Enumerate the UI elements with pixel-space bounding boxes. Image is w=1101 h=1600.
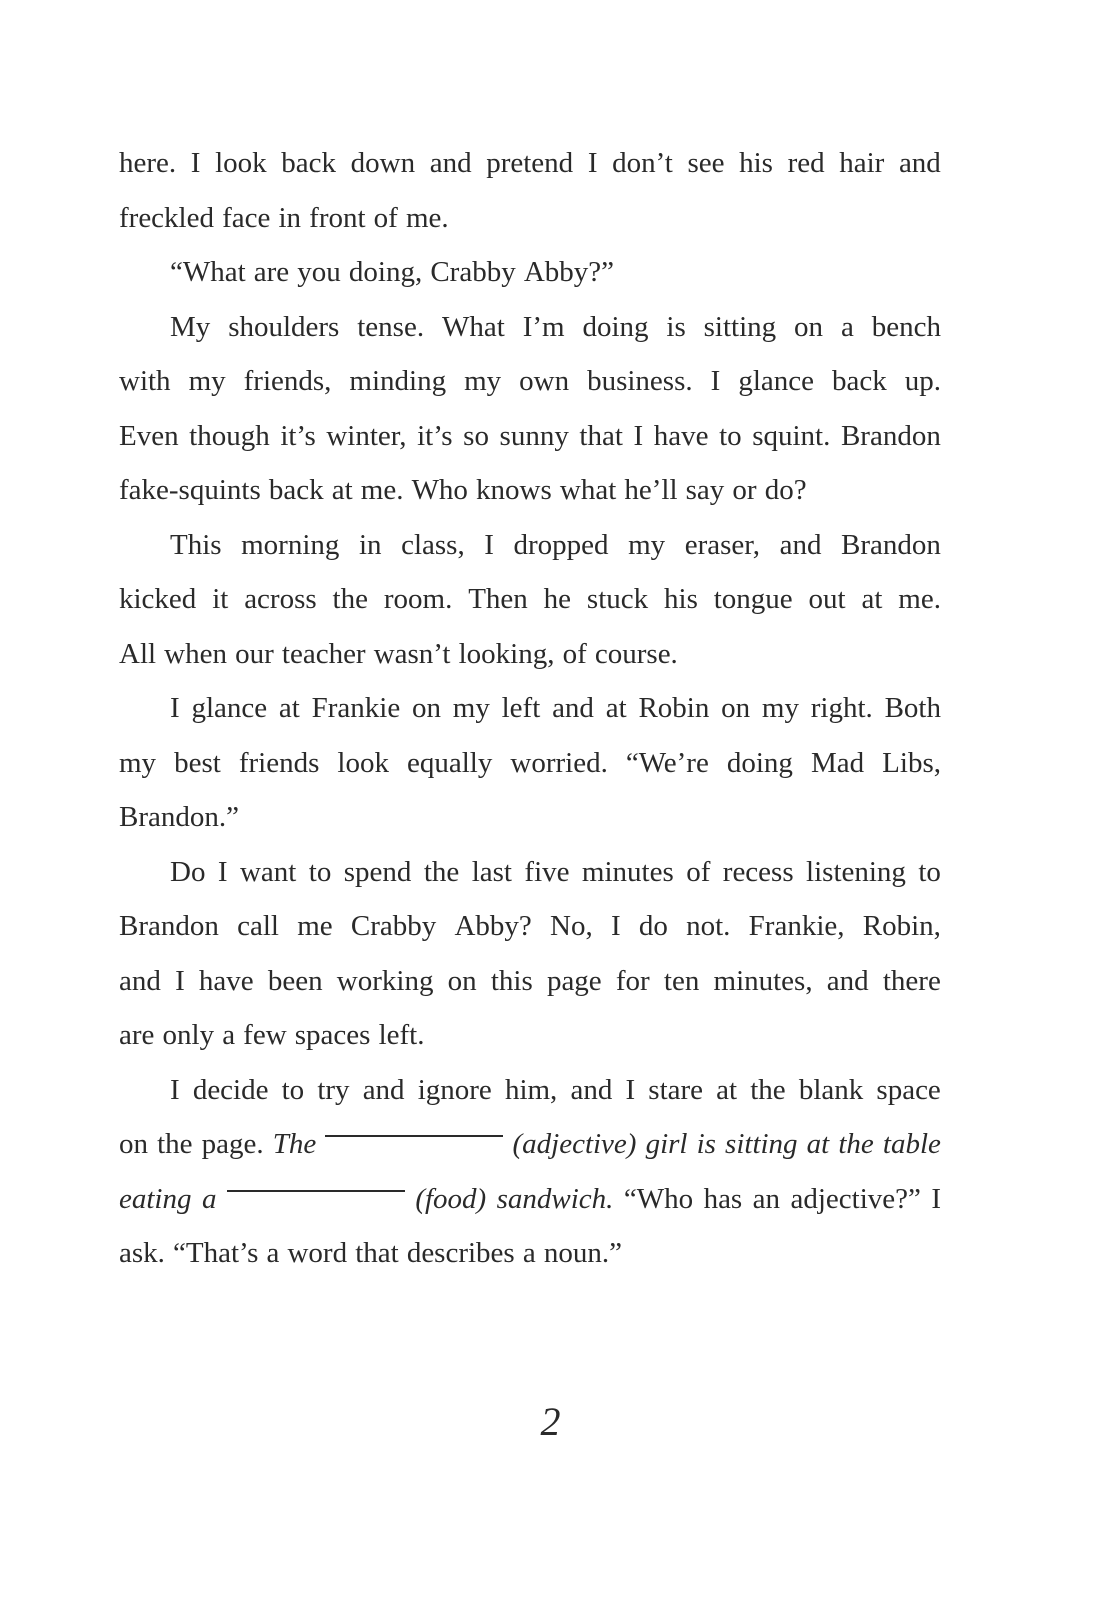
word: adjective?” xyxy=(790,1182,921,1215)
word: here. xyxy=(119,147,177,179)
word: sitting xyxy=(703,310,777,343)
word: stuck xyxy=(586,583,649,615)
text-line xyxy=(119,409,941,464)
word: to xyxy=(281,1073,305,1106)
word: is xyxy=(666,310,686,343)
word: of xyxy=(373,201,398,234)
word: sunny xyxy=(499,419,569,452)
text-line xyxy=(119,518,941,573)
word: Frankie xyxy=(311,692,401,724)
word: (adjective) xyxy=(512,1128,637,1160)
word: I xyxy=(170,692,180,724)
text-line xyxy=(119,627,941,682)
word: not. xyxy=(686,910,731,942)
text-line xyxy=(119,954,941,1009)
text-line xyxy=(119,572,941,627)
word: squint. xyxy=(752,419,831,452)
text-line xyxy=(119,300,941,355)
word: I xyxy=(710,365,721,397)
word: “What xyxy=(170,256,246,288)
word: Both xyxy=(884,692,941,724)
word: I’m xyxy=(522,310,565,343)
text-line xyxy=(119,845,941,900)
word: Crabby xyxy=(350,910,437,942)
word: a xyxy=(522,1237,536,1269)
word: eating xyxy=(119,1182,192,1215)
word: the xyxy=(838,1128,874,1160)
word: has xyxy=(703,1182,743,1215)
word: me. xyxy=(360,474,404,506)
word: out xyxy=(808,583,846,615)
word: business. xyxy=(587,365,693,397)
text-line xyxy=(119,191,941,246)
word: what xyxy=(559,474,617,506)
word: look xyxy=(215,147,267,179)
word: Brandon.” xyxy=(119,801,239,833)
word: to xyxy=(918,855,941,888)
word: worried. xyxy=(510,746,608,779)
word: back xyxy=(281,147,337,179)
word: class, xyxy=(401,528,465,561)
word: (food) xyxy=(415,1182,487,1215)
word: recess xyxy=(722,855,794,888)
word: glance xyxy=(738,365,814,397)
word: space xyxy=(876,1073,941,1106)
word: My xyxy=(170,310,211,343)
word: are xyxy=(253,256,290,288)
word: left. xyxy=(378,1019,425,1051)
word: across xyxy=(244,583,317,615)
word: do? xyxy=(764,474,807,506)
word: our xyxy=(235,637,274,670)
word: on xyxy=(447,964,477,997)
word: I xyxy=(484,528,494,561)
word: when xyxy=(164,637,227,670)
word: though xyxy=(189,419,270,452)
word: Crabby xyxy=(430,256,516,288)
word: the xyxy=(423,855,460,888)
word: on xyxy=(794,310,824,343)
word: kicked xyxy=(119,583,197,615)
word: fake-squints xyxy=(119,474,261,506)
word: noun.” xyxy=(543,1237,622,1269)
word: Libs, xyxy=(882,746,941,779)
word: me xyxy=(297,910,333,942)
word: right. xyxy=(810,692,873,724)
word: up. xyxy=(904,365,941,397)
word: best xyxy=(174,746,221,779)
text-line xyxy=(119,736,941,791)
word: morning xyxy=(241,528,340,561)
text-line xyxy=(119,1117,941,1172)
word: looking, xyxy=(458,637,555,670)
word: Robin xyxy=(638,692,710,724)
word: I xyxy=(633,419,644,452)
word: and xyxy=(362,1073,405,1106)
word: Brandon xyxy=(841,528,941,561)
word: and xyxy=(826,964,869,997)
word: Mad xyxy=(810,746,865,779)
word: try xyxy=(317,1073,350,1106)
text-line xyxy=(119,354,941,409)
word: ten xyxy=(663,964,700,997)
word: “We’re xyxy=(625,746,709,779)
word: there xyxy=(882,964,941,997)
word: a xyxy=(840,310,854,343)
word: that xyxy=(579,419,623,452)
word: his xyxy=(739,147,773,179)
word: tongue xyxy=(713,583,793,615)
word: an xyxy=(752,1182,781,1215)
word: “Who xyxy=(623,1182,694,1215)
word: I xyxy=(587,147,598,179)
word: What xyxy=(441,310,505,343)
word: my xyxy=(464,365,502,397)
word: word xyxy=(287,1237,348,1269)
text-line xyxy=(119,899,941,954)
word: me. xyxy=(405,201,449,234)
word: my xyxy=(628,528,666,561)
mad-libs-blank xyxy=(227,1170,405,1192)
word: bench xyxy=(871,310,941,343)
word: doing xyxy=(726,746,793,779)
word: room. xyxy=(383,583,453,615)
word: I xyxy=(217,855,228,888)
word: my xyxy=(761,692,799,724)
word: it’s xyxy=(280,419,316,452)
word: this xyxy=(490,964,533,997)
word: tense. xyxy=(357,310,425,343)
word: Brandon xyxy=(840,419,941,452)
word: page. xyxy=(201,1128,264,1160)
word: spaces xyxy=(294,1019,371,1051)
word: friends xyxy=(238,746,320,779)
word: shoulders xyxy=(228,310,340,343)
word: in xyxy=(278,201,302,234)
word: face xyxy=(222,201,271,234)
word: The xyxy=(272,1128,317,1160)
word: a xyxy=(222,1019,236,1051)
word: glance xyxy=(191,692,268,724)
word: sitting xyxy=(725,1128,798,1160)
word: is xyxy=(696,1128,716,1160)
word: I xyxy=(190,147,201,179)
word: a xyxy=(201,1182,217,1215)
word: you xyxy=(297,256,341,288)
word: I xyxy=(170,1073,180,1106)
word: and xyxy=(898,147,941,179)
word: call xyxy=(237,910,279,942)
word: last xyxy=(471,855,512,888)
word: I xyxy=(625,1073,636,1106)
word: do xyxy=(638,910,668,942)
word: have xyxy=(653,419,709,452)
word: to xyxy=(719,419,742,452)
word: or xyxy=(732,474,757,506)
word: only xyxy=(162,1019,215,1051)
word: in xyxy=(358,528,382,561)
word: at xyxy=(605,692,627,724)
word: front xyxy=(309,201,366,234)
word: ignore xyxy=(417,1073,492,1106)
word: table xyxy=(882,1128,941,1160)
word: on xyxy=(119,1128,148,1160)
word: working xyxy=(336,964,434,997)
word: listening xyxy=(806,855,906,888)
word: back xyxy=(268,474,324,506)
text-line xyxy=(119,790,941,845)
word: back xyxy=(831,365,887,397)
word: don’t xyxy=(612,147,673,179)
word: him, xyxy=(504,1073,558,1106)
word: on xyxy=(412,692,441,724)
word: minutes, xyxy=(713,964,813,997)
word: my xyxy=(119,746,157,779)
word: winter, xyxy=(326,419,407,452)
word: down xyxy=(350,147,416,179)
word: and xyxy=(570,1073,613,1106)
word: No, xyxy=(550,910,593,942)
word: and xyxy=(119,964,161,997)
word: the xyxy=(750,1073,786,1106)
word: Abby?” xyxy=(523,256,614,288)
word: Brandon xyxy=(119,910,219,942)
word: Who xyxy=(411,474,468,506)
word: knows xyxy=(476,474,552,506)
text-line xyxy=(119,1063,941,1118)
word: he xyxy=(543,583,572,615)
word: Frankie, xyxy=(748,910,845,942)
word: the xyxy=(157,1128,193,1160)
word: blank xyxy=(798,1073,864,1106)
word: a xyxy=(266,1237,280,1269)
text-line xyxy=(119,463,941,518)
word: describes xyxy=(406,1237,515,1269)
word: are xyxy=(119,1019,155,1051)
word: five xyxy=(524,855,570,888)
word: of xyxy=(686,855,711,888)
word: see xyxy=(687,147,725,179)
word: have xyxy=(198,964,254,997)
text-line xyxy=(119,1172,941,1227)
word: the xyxy=(332,583,368,615)
word: This xyxy=(170,528,222,561)
word: freckled xyxy=(119,201,214,234)
word: my xyxy=(452,692,490,724)
word: Even xyxy=(119,419,179,452)
word: at xyxy=(331,474,353,506)
word: minutes xyxy=(581,855,674,888)
word: spend xyxy=(343,855,412,888)
word: with xyxy=(119,365,171,397)
word: look xyxy=(337,746,389,779)
word: page xyxy=(546,964,602,997)
word: doing xyxy=(582,310,649,343)
word: pretend xyxy=(486,147,574,179)
word: of xyxy=(562,637,587,670)
word: doing, xyxy=(348,256,423,288)
word: dropped xyxy=(513,528,609,561)
word: sandwich. xyxy=(496,1182,614,1215)
word: at xyxy=(278,692,300,724)
word: “That’s xyxy=(173,1237,259,1269)
text-line xyxy=(119,245,941,300)
word: Robin, xyxy=(862,910,941,942)
word: minding xyxy=(349,365,447,397)
word: me. xyxy=(898,583,941,615)
word: eraser, xyxy=(684,528,761,561)
word: left xyxy=(501,692,541,724)
word: at xyxy=(806,1128,830,1160)
word: so xyxy=(463,419,489,452)
word: my xyxy=(188,365,226,397)
word: own xyxy=(519,365,570,397)
word: Do xyxy=(170,855,206,888)
text-line xyxy=(119,1008,941,1063)
word: All xyxy=(119,637,157,670)
text-line xyxy=(119,136,941,191)
word: Then xyxy=(468,583,528,615)
word: he’ll xyxy=(624,474,678,506)
word: few xyxy=(243,1019,287,1051)
word: decide xyxy=(192,1073,269,1106)
word: ask. xyxy=(119,1237,165,1269)
word: say xyxy=(685,474,725,506)
word: his xyxy=(664,583,698,615)
word: at xyxy=(716,1073,738,1106)
word: for xyxy=(615,964,650,997)
word: and xyxy=(779,528,822,561)
word: on xyxy=(721,692,751,724)
word: I xyxy=(175,964,185,997)
word: that xyxy=(355,1237,399,1269)
word: it’s xyxy=(417,419,453,452)
word: to xyxy=(308,855,332,888)
word: red xyxy=(787,147,825,179)
word: wasn’t xyxy=(373,637,451,670)
word: friends, xyxy=(243,365,332,397)
word: equally xyxy=(407,746,493,779)
word: stare xyxy=(648,1073,704,1106)
page-number: 2 xyxy=(540,1399,561,1444)
word: at xyxy=(861,583,883,615)
text-line xyxy=(119,1226,941,1281)
word: I xyxy=(931,1182,941,1215)
word: teacher xyxy=(281,637,366,670)
word: been xyxy=(267,964,323,997)
word: girl xyxy=(645,1128,688,1160)
word: it xyxy=(212,583,229,615)
word: I xyxy=(610,910,621,942)
mad-libs-blank xyxy=(325,1115,503,1137)
word: and xyxy=(552,692,594,724)
word: course. xyxy=(594,637,678,670)
word: Abby? xyxy=(454,910,532,942)
text-line xyxy=(119,681,941,736)
body-text xyxy=(119,136,941,1281)
word: hair xyxy=(839,147,885,179)
word: want xyxy=(239,855,297,888)
word: and xyxy=(429,147,472,179)
